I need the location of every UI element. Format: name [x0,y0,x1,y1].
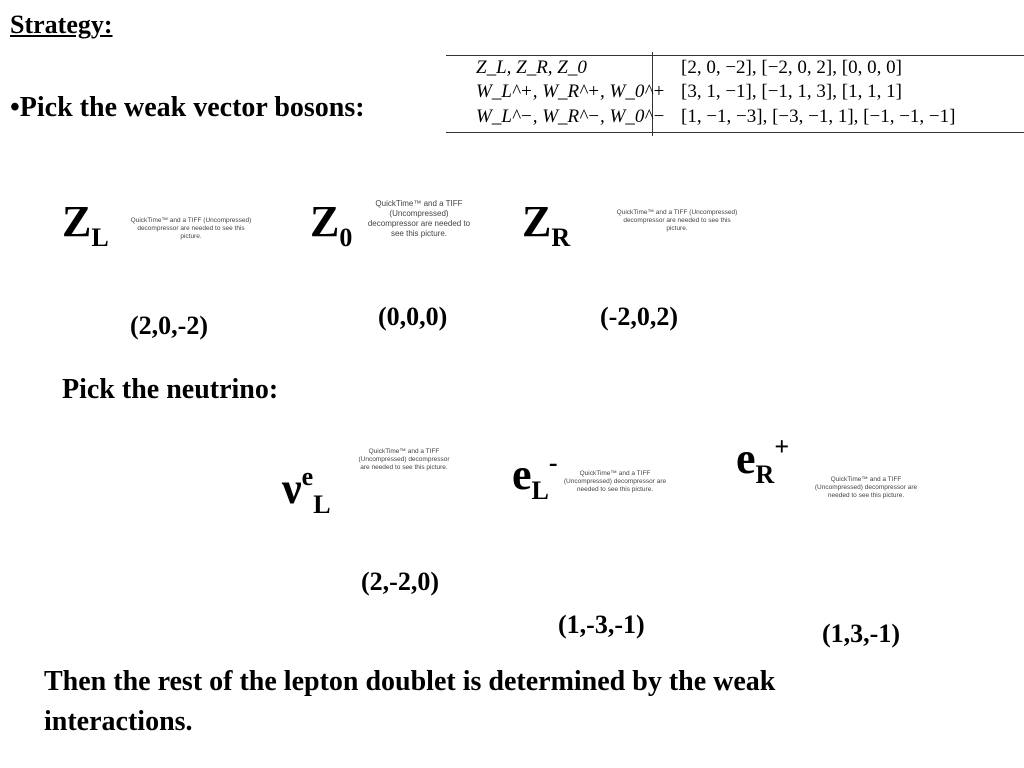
lepton-el: $e_L^-$ [512,448,558,505]
table-row-particles: W_L^−, W_R^−, W_0^− [476,106,666,127]
table-row-particles: Z_L, Z_R, Z_0 [476,57,587,78]
boson-zl: $Z_L$ [62,197,109,252]
table-row-charges: [1, −1, −3], [−3, −1, 1], [−1, −1, −1] [681,106,956,127]
lepton-er: $e_R^+$ [736,432,790,489]
boson-z0: $Z_0$ [310,197,353,252]
quicktime-placeholder: QuickTime™ and a TIFF (Uncompressed) decompressor are needed to see this picture. [814,476,918,499]
quicktime-placeholder: QuickTime™ and a TIFF (Uncompressed) decompressor are needed to see this picture. [367,199,471,238]
coord-er: (1,3,-1) [822,619,900,648]
coord-nu: (2,-2,0) [361,567,439,596]
quicktime-placeholder: QuickTime™ and a TIFF (Uncompressed) decompressor are needed to see this picture. [130,217,252,240]
table-bottom-rule [446,132,1024,133]
charge-table [446,52,1024,136]
table-row-charges: [3, 1, −1], [−1, 1, 3], [1, 1, 1] [681,81,902,102]
page-title: Strategy: [10,10,113,39]
table-row-charges: [2, 0, −2], [−2, 0, 2], [0, 0, 0] [681,57,902,78]
table-row-particles: W_L^+, W_R^+, W_0^+ [476,81,666,102]
coord-zr: (-2,0,2) [600,302,678,331]
quicktime-placeholder: QuickTime™ and a TIFF (Uncompressed) decompressor are needed to see this picture. [616,209,738,232]
coord-z0: (0,0,0) [378,302,448,331]
quicktime-placeholder: QuickTime™ and a TIFF (Uncompressed) decompressor are needed to see this picture. [358,448,450,471]
table-top-rule [446,55,1024,56]
coord-zl: (2,0,-2) [130,311,208,340]
coord-el: (1,-3,-1) [558,610,645,639]
bullet-pick-bosons: •Pick the weak vector bosons: [10,92,365,123]
lepton-nu: $\nu^e_L$ [282,462,331,519]
quicktime-placeholder: QuickTime™ and a TIFF (Uncompressed) decompressor are needed to see this picture. [563,470,667,493]
neutrino-heading: Pick the neutrino: [62,374,279,405]
boson-zr: $Z_R$ [522,197,571,252]
closing-text: Then the rest of the lepton doublet is determined by the weak interactions. [44,666,776,737]
